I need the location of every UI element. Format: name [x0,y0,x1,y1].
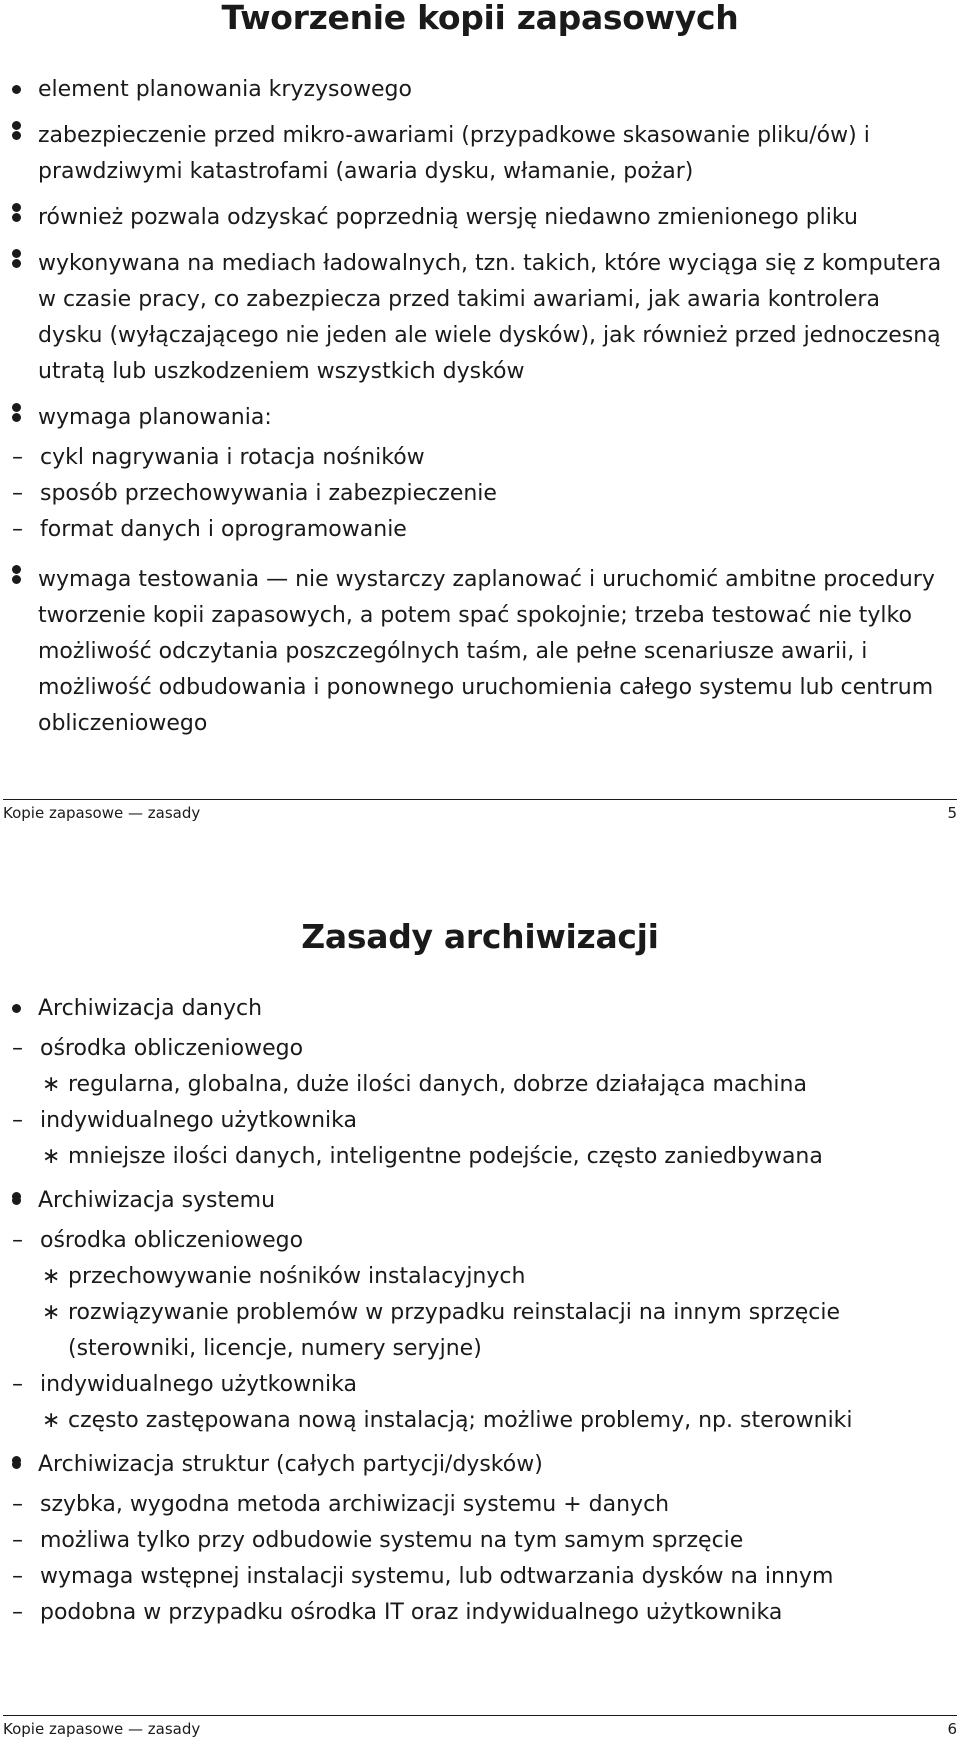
sub-item-text: indywidualnego użytkownika [40,1372,357,1397]
bullet-item-structure-archiving [10,1447,950,1631]
bullet-text: Archiwizacja struktur (całych partycji/dysków) [38,1452,543,1477]
slide-footer [3,799,957,822]
bullet-item: element planowania kryzysowego [10,72,950,108]
detail-item: ∗ mniejsze ilości danych, inteligentne podejście, często zaniedbywana [10,1139,950,1175]
slide-title: Zasady archiwizacji [301,917,659,956]
detail-item: ∗ przechowywanie nośników instalacyjnych [10,1259,950,1295]
detail-list [10,1067,950,1103]
sub-list [10,1031,950,1175]
bullet-text: wymaga planowania: [38,405,272,430]
slide-archiving [0,875,960,1742]
page-number: 5 [947,804,957,822]
bullet-item-system-archiving [10,1183,950,1439]
sub-item: – szybka, wygodna metoda archiwizacji systemu + danych [10,1487,950,1523]
slide-footer [3,1715,957,1738]
sub-item-text: ośrodka obliczeniowego [40,1228,304,1253]
bullet-item: zabezpieczenie przed mikro-awariami (przypadkowe skasowanie pliku/ów) i prawdziwymi katastrofami (awaria dysku, włamanie, pożar) [10,118,950,190]
slide-backup [0,0,960,836]
sub-item-text: indywidualnego użytkownika [40,1108,357,1133]
detail-item: ∗ regularna, globalna, duże ilości danych, dobrze działająca machina [10,1067,950,1103]
bullet-item: również pozwala odzyskać poprzednią wersję niedawno zmienionego pliku [10,200,950,236]
sub-list [10,1487,950,1631]
sub-list [10,440,950,548]
sub-item: – sposób przechowywania i zabezpieczenie [10,476,950,512]
sub-item [10,1103,950,1175]
footer-title: Kopie zapasowe — zasady [3,804,201,822]
sub-item [10,1367,950,1439]
sub-item [10,1031,950,1103]
bullet-list [10,991,950,1631]
detail-item: ∗ rozwiązywanie problemów w przypadku reinstalacji na innym sprzęcie (sterowniki, licencje, numery seryjne) [10,1295,950,1367]
bullet-text: Archiwizacja systemu [38,1188,276,1213]
slide-body [10,72,950,742]
sub-item: – cykl nagrywania i rotacja nośników [10,440,950,476]
detail-item: ∗ często zastępowana nową instalacją; możliwe problemy, np. sterowniki [10,1403,950,1439]
slide-title: Tworzenie kopii zapasowych [221,0,739,37]
sub-item [10,1223,950,1367]
detail-list [10,1259,950,1367]
sub-item: – możliwa tylko przy odbudowie systemu na tym samym sprzęcie [10,1523,950,1559]
sub-item: – podobna w przypadku ośrodka IT oraz indywidualnego użytkownika [10,1595,950,1631]
bullet-item-data-archiving [10,991,950,1175]
detail-list [10,1403,950,1439]
bullet-item [10,400,950,548]
page-number: 6 [947,1720,957,1738]
bullet-list [10,72,950,742]
bullet-item: wykonywana na mediach ładowalnych, tzn. takich, które wyciąga się z komputera w czasie pracy, co zabezpiecza przed takimi awariami, jak awaria kontrolera dysku (wyłączającego nie jeden ale wiele dysków), jak również przed jednoczesną utratą lub uszkodzeniem wszystkich dysków [10,246,950,390]
sub-list [10,1223,950,1439]
slide-body [10,991,950,1635]
bullet-item: wymaga testowania — nie wystarczy zaplanować i uruchomić ambitne procedury tworzenie kopii zapasowych, a potem spać spokojnie; trzeba testować nie tylko możliwość odczytania poszczególnych taśm, ale pełne scenariusze awarii, i możliwość odbudowania i ponownego uruchomienia całego systemu lub centrum obliczeniowego [10,562,950,742]
footer-title: Kopie zapasowe — zasady [3,1720,201,1738]
sub-item: – format danych i oprogramowanie [10,512,950,548]
sub-item: – wymaga wstępnej instalacji systemu, lub odtwarzania dysków na innym [10,1559,950,1595]
detail-list [10,1139,950,1175]
bullet-text: Archiwizacja danych [38,996,263,1021]
sub-item-text: ośrodka obliczeniowego [40,1036,304,1061]
